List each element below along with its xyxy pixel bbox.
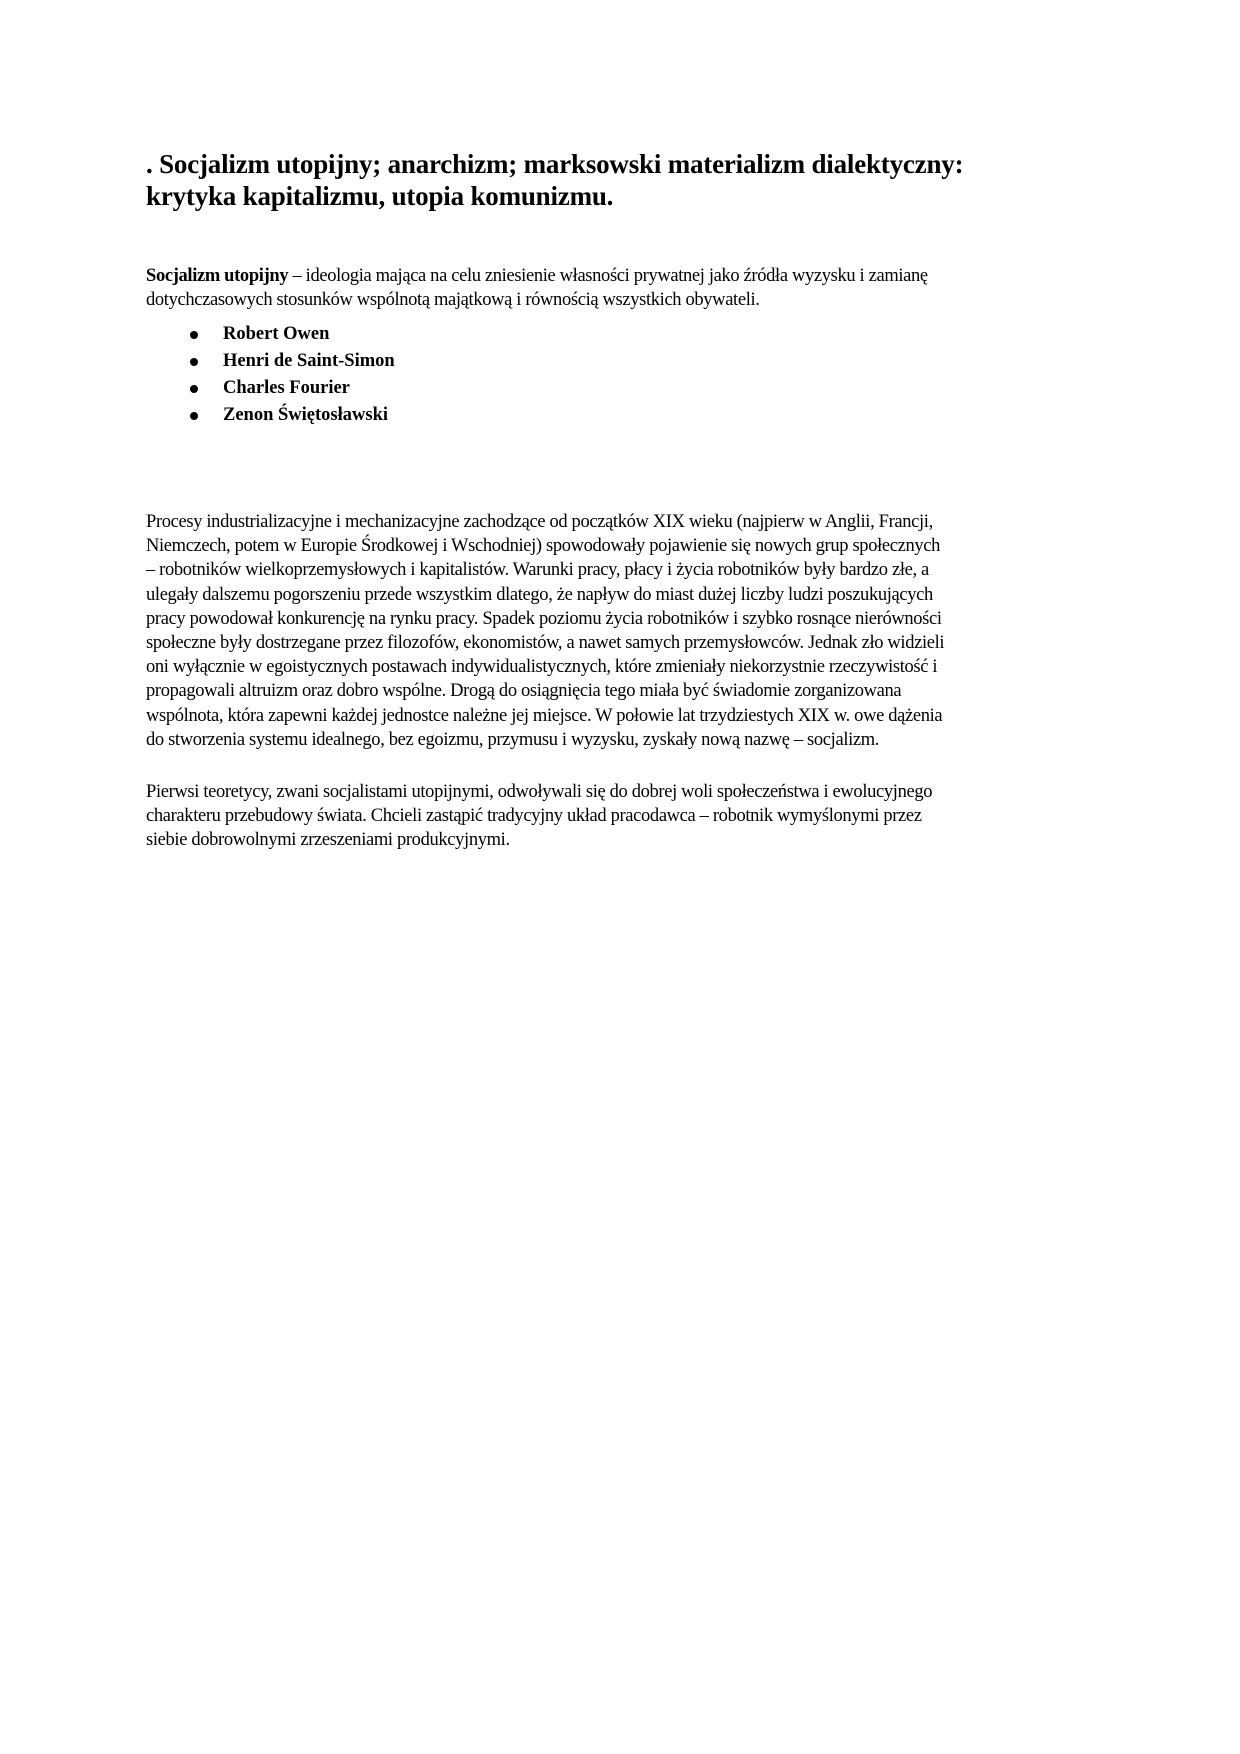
paragraph-line: ulegały dalszemu pogorszeniu przede wszystkim dlatego, że napływ do miast dużej liczby ludzi poszukujących bbox=[146, 584, 933, 605]
list-item-label: Robert Owen bbox=[223, 324, 330, 344]
title-line: . Socjalizm utopijny; anarchizm; marksowski materializm dialektyczny: bbox=[146, 149, 964, 179]
intro-line: dotychczasowych stosunków wspólnotą majątkową i równością wszystkich obywateli. bbox=[146, 290, 760, 311]
bullet-icon bbox=[190, 331, 198, 339]
paragraph-line: pracy powodował konkurencję na rynku pracy. Spadek poziomu życia robotników i szybko rosnące nierówności bbox=[146, 608, 942, 629]
paragraph-line: – robotników wielkoprzemysłowych i kapitalistów. Warunki pracy, płacy i życia robotników były bardzo złe, a bbox=[146, 560, 929, 581]
document-title bbox=[146, 148, 1106, 212]
list-item-label: Henri de Saint-Simon bbox=[223, 351, 395, 371]
paragraph-line: do stworzenia systemu idealnego, bez egoizmu, przymusu i wyzysku, zyskały nową nazwę – socjalizm. bbox=[146, 729, 880, 750]
intro-line bbox=[146, 264, 1096, 288]
paragraph-line: siebie dobrowolnymi zrzeszeniami produkcyjnymi. bbox=[146, 830, 510, 851]
bullet-icon bbox=[190, 358, 198, 366]
paragraph-line: wspólnota, która zapewni każdej jednostce należne jej miejsce. W połowie lat trzydziestych XIX w. owe dążenia bbox=[146, 705, 943, 726]
list-item-label: Zenon Świętosławski bbox=[223, 405, 388, 425]
paragraph-line: Pierwsi teoretycy, zwani socjalistami utopijnymi, odwoływali się do dobrej woli społeczeństwa i ewolucyjnego bbox=[146, 782, 933, 802]
paragraph-line: oni wyłącznie w egoistycznych postawach indywidualistycznych, które zmieniały niekorzystnie rzeczywistość i bbox=[146, 657, 938, 678]
bullet-icon bbox=[190, 412, 198, 420]
paragraph-line: propagowali altruizm oraz dobro wspólne. Drogą do osiągnięcia tego miała być świadomie zorganizowana bbox=[146, 681, 902, 702]
body-paragraph-1 bbox=[146, 510, 1096, 752]
intro-term: Socjalizm utopijny bbox=[146, 266, 289, 286]
list-item bbox=[146, 375, 395, 402]
title-line: krytyka kapitalizmu, utopia komunizmu. bbox=[146, 181, 614, 211]
paragraph-line: charakteru przebudowy świata. Chcieli zastąpić tradycyjny układ pracodawca – robotnik wymyślonymi przez bbox=[146, 806, 922, 827]
list-item bbox=[146, 321, 395, 348]
paragraph-line: Procesy industrializacyjne i mechanizacyjne zachodzące od początków XIX wieku (najpierw w Anglii, Francji, bbox=[146, 512, 933, 532]
body-paragraph-2 bbox=[146, 780, 1096, 853]
list-item-label: Charles Fourier bbox=[223, 378, 350, 398]
intro-paragraph bbox=[146, 264, 1096, 312]
bullet-icon bbox=[190, 385, 198, 393]
list-item bbox=[146, 348, 395, 375]
intro-definition: – ideologia mająca na celu zniesienie własności prywatnej jako źródła wyzysku i zamianę bbox=[288, 266, 928, 286]
paragraph-line: społeczne były dostrzegane przez filozofów, ekonomistów, a nawet samych przemysłowców. Jednak zło widzieli bbox=[146, 633, 945, 654]
list-item bbox=[146, 402, 395, 429]
representatives-list bbox=[146, 321, 395, 429]
paragraph-line: Niemczech, potem w Europie Środkowej i Wschodniej) spowodowały pojawienie się nowych grup społecznych bbox=[146, 536, 941, 557]
